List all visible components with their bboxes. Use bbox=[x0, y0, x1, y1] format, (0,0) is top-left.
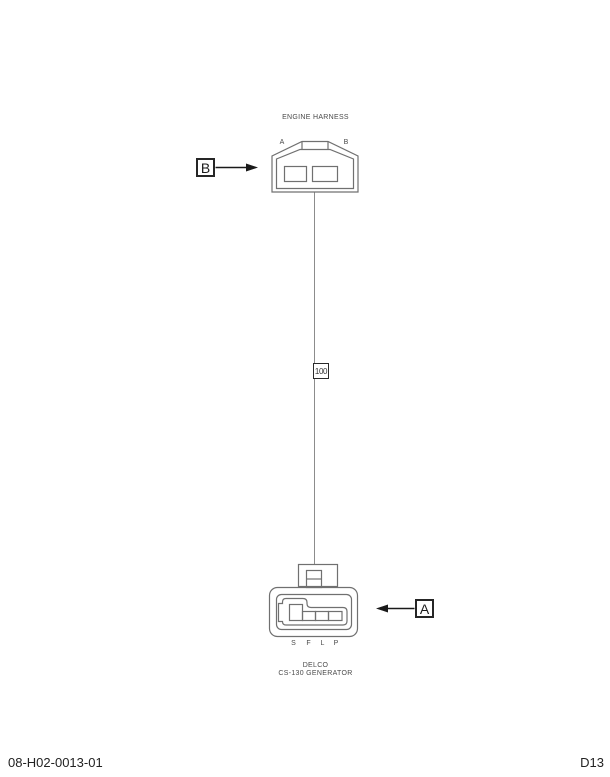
terminal-l-cavity bbox=[316, 612, 329, 621]
pin-l-label: L bbox=[320, 640, 325, 647]
engine-harness-connector bbox=[272, 142, 358, 193]
engine-harness-connector-inner-outline bbox=[277, 150, 354, 189]
document-number: 08-H02-0013-01 bbox=[8, 755, 103, 770]
terminal-a-cavity bbox=[285, 167, 307, 182]
page-code: D13 bbox=[580, 755, 604, 770]
pin-f-label: F bbox=[306, 640, 311, 647]
callout-a-arrow bbox=[376, 605, 415, 613]
generator-caption-line1: DELCO bbox=[302, 662, 329, 669]
pin-s-label: S bbox=[291, 640, 296, 647]
generator-connector bbox=[270, 565, 358, 637]
engine-harness-connector-key-tab bbox=[302, 142, 328, 151]
pin-a-label: A bbox=[279, 139, 285, 146]
circuit-number-box: 100 bbox=[313, 363, 329, 379]
generator-caption bbox=[255, 662, 376, 678]
terminal-b-cavity bbox=[313, 167, 338, 182]
pin-b-label: B bbox=[343, 139, 349, 146]
generator-connector-lock-tab bbox=[299, 565, 338, 587]
callout-a-box: A bbox=[415, 599, 434, 618]
pin-p-label: P bbox=[333, 640, 339, 647]
callout-b-arrowhead bbox=[246, 164, 258, 172]
callout-a-arrowhead bbox=[376, 605, 388, 613]
generator-caption-line2: CS-130 GENERATOR bbox=[278, 670, 353, 677]
terminal-p-cavity bbox=[329, 612, 343, 621]
callout-b-box: B bbox=[196, 158, 215, 177]
engine-harness-label: ENGINE HARNESS bbox=[282, 114, 349, 121]
terminal-f-cavity bbox=[303, 612, 316, 621]
callout-b-arrow bbox=[216, 164, 259, 172]
terminal-s-cavity bbox=[290, 605, 303, 621]
